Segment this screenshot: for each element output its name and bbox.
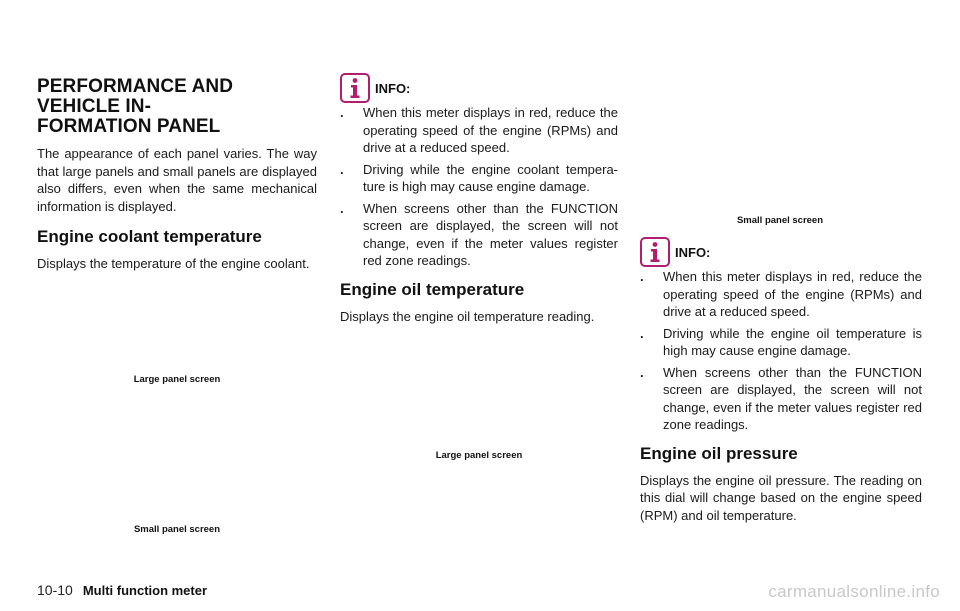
info-label: INFO: bbox=[675, 245, 711, 260]
list-item: . When this meter displays in red, reduce the operating speed of the engine (RPMs) and drive at a reduced speed. bbox=[340, 105, 618, 155]
page-number: 10-10 bbox=[37, 582, 73, 598]
coolant-small-panel-figure bbox=[37, 400, 317, 518]
caption-large-panel-2: Large panel screen bbox=[435, 450, 523, 461]
coolant-large-panel-figure bbox=[37, 270, 317, 370]
intro-paragraph: The appearance of each panel varies. The way that large panels and small panels are displayed also differs, even when the same mechanical information is displayed. bbox=[37, 146, 317, 214]
list-item: . When this meter displays in red, reduce the operating speed of the engine (RPMs) and drive at a reduced speed. bbox=[640, 269, 922, 319]
info-bullets-2 bbox=[640, 268, 922, 434]
list-item: . Driving while the engine oil temperature is high may cause engine damage. bbox=[640, 325, 922, 358]
info-label: INFO: bbox=[375, 81, 411, 96]
info-glyph bbox=[648, 241, 662, 263]
column-3 bbox=[640, 237, 922, 524]
info-header-2 bbox=[640, 237, 922, 267]
oil-pressure-heading: Engine oil pressure bbox=[640, 443, 798, 463]
info-icon bbox=[640, 237, 670, 267]
info-glyph bbox=[348, 77, 362, 99]
oil-temp-heading: Engine oil temperature bbox=[340, 279, 525, 299]
oil-pressure-description: Displays the engine oil pressure. The reading on this dial will change based on the engine speed (RPM) and oil temperature. bbox=[640, 472, 922, 523]
caption-small-panel-1: Small panel screen bbox=[133, 524, 221, 535]
oil-temp-description: Displays the engine oil temperature reading. bbox=[340, 308, 595, 324]
list-item: . Driving while the engine coolant tempera-ture is high may cause engine damage. bbox=[340, 161, 618, 194]
oil-temp-large-panel-figure bbox=[340, 320, 618, 442]
footer-section-name: Multi function meter bbox=[82, 583, 208, 598]
list-item: . When screens other than the FUNCTION screen are displayed, the screen will not change, even if the meter values register red zone readings. bbox=[340, 200, 618, 268]
section-title: PERFORMANCE AND VEHICLE IN- FORMATION PANEL bbox=[37, 76, 234, 137]
info-header-1 bbox=[340, 73, 618, 103]
list-item: . When screens other than the FUNCTION screen are displayed, the screen will not change, even if the meter values register red zone readings. bbox=[640, 364, 922, 432]
watermark: carmanualsonline.info bbox=[768, 582, 940, 601]
column-1 bbox=[37, 77, 317, 273]
coolant-heading: Engine coolant temperature bbox=[37, 227, 262, 246]
coolant-description: Displays the temperature of the engine coolant. bbox=[37, 256, 310, 271]
column-2 bbox=[340, 73, 618, 325]
caption-small-panel-2: Small panel screen bbox=[736, 215, 824, 226]
page-footer bbox=[37, 582, 207, 598]
caption-large-panel-1: Large panel screen bbox=[133, 374, 221, 385]
info-icon bbox=[340, 73, 370, 103]
info-bullets-1 bbox=[340, 104, 618, 270]
oil-temp-small-panel-figure bbox=[640, 80, 920, 208]
